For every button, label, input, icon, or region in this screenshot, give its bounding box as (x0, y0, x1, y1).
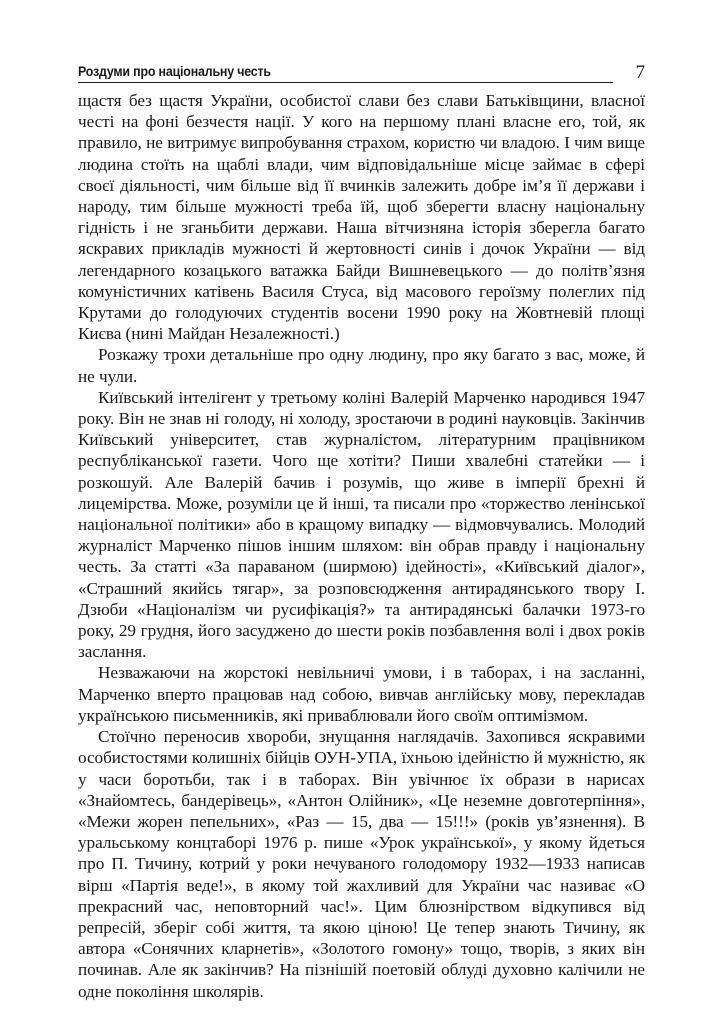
paragraph: Стоїчно переносив хвороби, знущання наглядачів. Захопився яскравими особистостями колишніх бійців ОУН-УПА, їхньою ідейністю й мужністю, як у часи боротьби, так і в таборах. Він увічнює їх образи в нарисах «Знайомтесь, бандерівець», «Антон Олійник», «Це неземне довготерпіння», «Межи жорен пепельних», «Раз — 15, два — 15!!!» (років ув’язнення). В уральському концтаборі 1976 р. пише «Урок української», у якому йдеться про П. Тичину, котрий у роки нечуваного голодомору 1932—1933 написав вірш «Партія веде!», в якому той жахливий для України час називає «О прекрасний час, неповторний час!». Цим блюзнірством відкупився від репресій, зберіг собі життя, та якою ціною! Це тепер знають Тичину, як автора «Сонячних кларнетів», «Золотого гомону» тощо, творів, з яких він починав. Але як закінчив? На пізнішій поетовій облуді духовно калічили не одне покоління школярів. (78, 727, 645, 1001)
paragraph: Розкажу трохи детальніше про одну людину, про яку багато з вас, може, й не чули. (78, 345, 645, 386)
paragraph: щастя без щастя України, особистої слави без слави Батьківщини, власної честі на фоні безчестя нації. У кого на першому плані власне его, той, як правило, не витримує випробування страхом, користю чи владою. І чим вище людина стоїть на щаблі влади, чим відповідальніше місце займає в сфері своєї діяльності, чим більше від її вчинків залежить добре ім’я її держави і народу, тим більше мужності треба їй, щоб зберегти власну національну гідність і не зганьбити держави. Наша вітчизняна історія зберегла багато яскравих прикладів мужності й жертовності синів і дочок України — від легендарного козацького ватажка Байди Вишневецького — до політв’язня комуністичних катівень Василя Стуса, від масового героїзму полеглих під Крутами до голодуючих студентів восени 1990 року на Жовтневій площі Києва (нині Майдан Незалежності.) (78, 91, 645, 344)
running-head-title: Роздуми про національну честь (78, 64, 271, 79)
page-number: 7 (635, 62, 645, 83)
paragraph: Київський інтелігент у третьому коліні Валерій Марченко народився 1947 року. Він не знав ні голоду, ні холоду, зростаючи в родині науковців. Закінчив Київський університет, став журналістом, літературним працівником республіканської газети. Чого ще хотіти? Пиши хвалебні статейки — і розкошуй. Але Валерій бачив і розумів, що живе в імперії брехні й лицемірства. Може, розуміли це й інші, та писали про «торжество ленінської національної політики» або в кращому випадку — відмовчувались. Молодий журналіст Марченко пішов іншим шляхом: він обрав правду і національну честь. За статті «За параваном (ширмою) ідейності», «Київський діалог», «Страшний якийсь тягар», за розповсюдження антирадянського твору І. Дзюби «Націоналізм чи русифікація?» та антирадянські балачки 1973-го року, 29 грудня, його засуджено до шести років позбавлення волі і двох років заслання. (78, 387, 645, 662)
header-rule (78, 82, 613, 83)
paragraph: Незважаючи на жорстокі невільничі умови, і в таборах, і на засланні, Марченко вперто працював над собою, вивчав англійську мову, перекладав українською письменників, які приваблювали його своїм оптимізмом. (78, 663, 645, 725)
body-text (78, 90, 645, 1002)
running-head (78, 60, 645, 86)
